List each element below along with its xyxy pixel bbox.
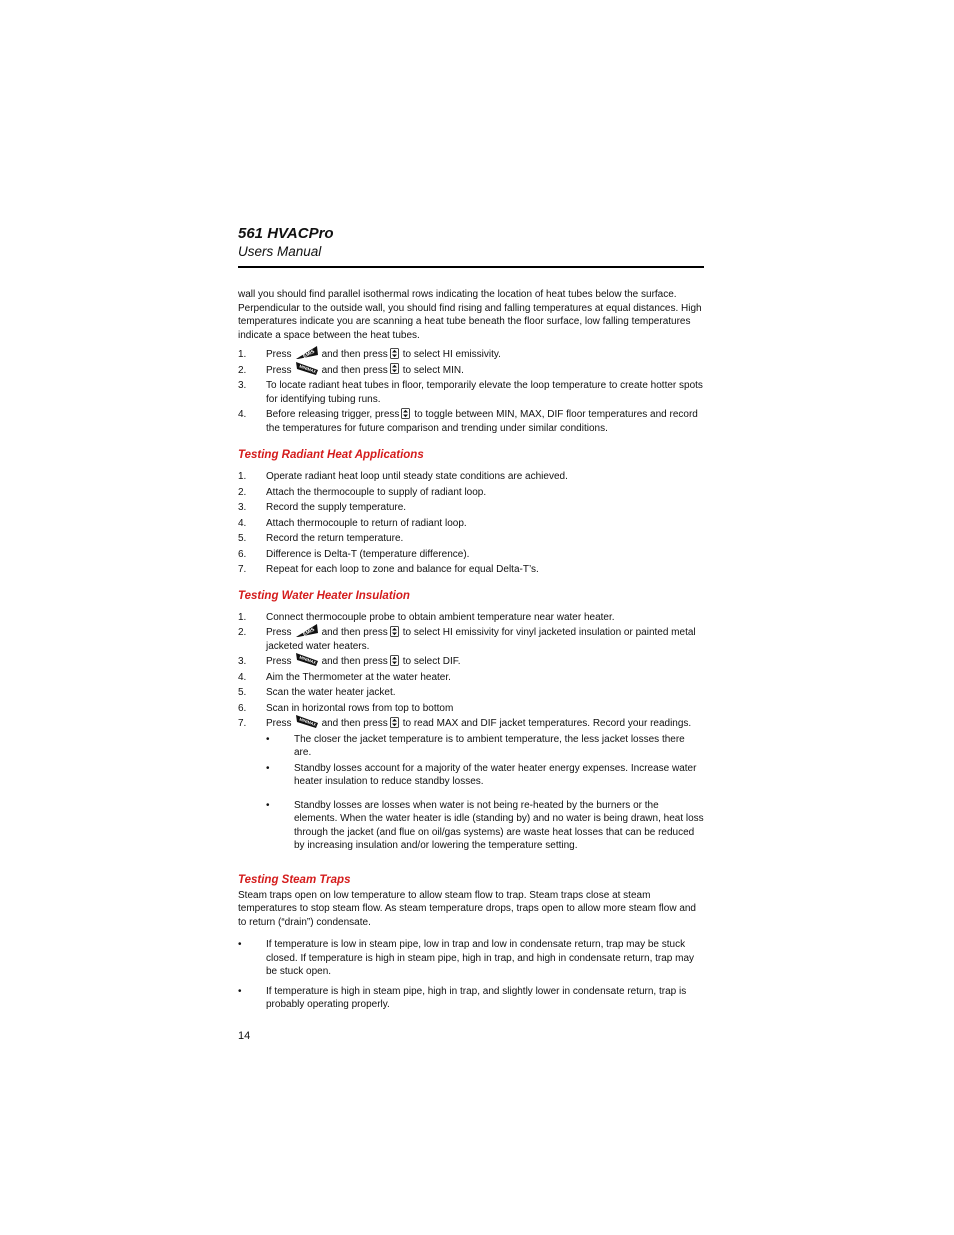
emis-key-icon xyxy=(295,345,319,360)
up-down-arrow-icon xyxy=(390,626,399,637)
bullet-text: Standby losses are losses when water is not being re-heated by the burners or the elements. When the water heater is idle (standing by) and no water is being drawn, heat loss through the jacket (and flue on oil/gas systems) are waste heat losses that can be reduced by increasing insulation and/or lowering the temperature setting. xyxy=(294,799,704,851)
list-item xyxy=(238,762,704,789)
list-item xyxy=(238,408,704,435)
list-number: 2. xyxy=(238,486,247,498)
radiant-heat-steps xyxy=(238,470,704,577)
list-number: 1. xyxy=(238,349,247,360)
step-text: Press xyxy=(266,627,292,638)
list-item xyxy=(238,517,704,531)
step-text: to select DIF. xyxy=(402,656,461,667)
up-down-arrow-icon xyxy=(401,408,410,419)
list-item xyxy=(238,686,704,700)
page-number: 14 xyxy=(238,1029,251,1042)
minmax-key-icon xyxy=(295,361,319,376)
bullet: • xyxy=(266,799,270,811)
list-item xyxy=(238,611,704,625)
intro-paragraph: wall you should find parallel isothermal rows indicating the location of heat tubes below the surface. Perpendicular to the outside wall, you should find rising and falling temperatures at equal distances. High temperatures indicate you are scanning a heat tube beneath the floor surface, low falling temperatures indicate a space between the heat tubes. xyxy=(238,289,702,341)
step-text: to select MIN. xyxy=(402,364,464,376)
list-item xyxy=(238,799,704,853)
step-text: Connect thermocouple probe to obtain ambient temperature near water heater. xyxy=(266,611,615,623)
radiant-floor-steps xyxy=(238,348,704,435)
list-number: 7. xyxy=(238,564,247,575)
list-number: 4. xyxy=(238,409,247,420)
list-item xyxy=(238,379,704,406)
list-item xyxy=(238,486,704,500)
bullet: • xyxy=(266,762,270,774)
step-text: Repeat for each loop to zone and balance for equal Delta-T’s. xyxy=(266,564,539,575)
list-item xyxy=(238,470,704,484)
list-number: 4. xyxy=(238,517,247,529)
step-text: To locate radiant heat tubes in floor, temporarily elevate the loop temperature to create hotter spots for identifying tubing runs. xyxy=(266,380,703,405)
list-number: 6. xyxy=(238,702,247,714)
step-text: to toggle between MIN, MAX, DIF floor temperatures and record the temperatures for future comparison and trending under similar conditions. xyxy=(266,409,698,434)
up-down-arrow-icon xyxy=(390,348,399,359)
steam-traps-paragraph: Steam traps open on low temperature to allow steam flow to trap. Steam traps close at steam temperatures to stop steam flow. As steam temperature drops, traps open to allow more steam flow and to return (“drain”) condensate. xyxy=(238,889,696,928)
bullet-text: If temperature is high in steam pipe, high in trap, and slightly lower in condensate return, trap is probably operating properly. xyxy=(266,985,687,1010)
step-text: and then press xyxy=(321,718,388,729)
step-text: Press xyxy=(266,718,292,729)
step-text: Before releasing trigger, press xyxy=(266,409,400,420)
step-text: to select HI emissivity. xyxy=(402,349,501,360)
water-heater-steps xyxy=(238,611,704,731)
step-text: and then press xyxy=(321,364,388,376)
step-text: Record the supply temperature. xyxy=(266,502,407,513)
list-number: 2. xyxy=(238,364,247,376)
manual-title: 561 HVACPro xyxy=(238,225,334,242)
step-text: and then press xyxy=(321,349,388,360)
step-text: to select HI emissivity for vinyl jacketed insulation or painted metal jacketed water heaters. xyxy=(266,627,696,652)
step-text: Record the return temperature. xyxy=(266,533,404,544)
list-number: 1. xyxy=(238,611,247,623)
list-number: 1. xyxy=(238,471,247,482)
step-text: Press xyxy=(266,349,292,360)
step-text: Attach the thermocouple to supply of radiant loop. xyxy=(266,486,487,498)
up-down-arrow-icon xyxy=(390,363,399,374)
step-text: Scan in horizontal rows from top to bottom xyxy=(266,702,454,714)
manual-page xyxy=(238,224,704,1043)
bullet-text: Standby losses account for a majority of the water heater energy expenses. Increase water heater insulation to reduce standby losses. xyxy=(294,762,697,787)
list-item xyxy=(238,548,704,562)
list-number: 5. xyxy=(238,533,247,544)
list-item xyxy=(238,985,704,1012)
steam-traps-heading: Testing Steam Traps xyxy=(238,873,351,886)
header-rule xyxy=(238,266,704,268)
bullet: • xyxy=(238,939,242,950)
step-text: Scan the water heater jacket. xyxy=(266,687,396,698)
list-number: 5. xyxy=(238,687,247,698)
bullet-text: The closer the jacket temperature is to ambient temperature, the less jacket losses there are. xyxy=(294,733,685,758)
step-text: Attach thermocouple to return of radiant loop. xyxy=(266,517,467,529)
step-text: and then press xyxy=(321,627,388,638)
list-item xyxy=(238,501,704,515)
step-text: Press xyxy=(266,656,292,667)
list-number: 3. xyxy=(238,380,247,391)
step-text: to read MAX and DIF jacket temperatures. Record your readings. xyxy=(402,718,692,729)
list-number: 6. xyxy=(238,548,247,560)
step-text: Difference is Delta-T (temperature difference). xyxy=(266,548,470,560)
manual-subtitle: Users Manual xyxy=(238,244,322,259)
step-text: and then press xyxy=(321,656,388,667)
list-number: 4. xyxy=(238,671,247,683)
list-item xyxy=(238,563,704,577)
step-text: Aim the Thermometer at the water heater. xyxy=(266,671,451,683)
list-item xyxy=(238,938,704,979)
list-item xyxy=(238,348,704,362)
steam-traps-notes xyxy=(238,938,704,1012)
water-heater-heading: Testing Water Heater Insulation xyxy=(238,589,410,602)
list-item xyxy=(238,626,704,653)
list-number: 7. xyxy=(238,718,247,729)
list-item xyxy=(238,702,704,716)
minmax-key-icon xyxy=(295,714,319,729)
step-text: Operate radiant heat loop until steady state conditions are achieved. xyxy=(266,471,568,482)
step-text: Press xyxy=(266,364,292,376)
up-down-arrow-icon xyxy=(390,655,399,666)
list-item xyxy=(238,532,704,546)
list-item xyxy=(238,671,704,685)
bullet: • xyxy=(238,985,242,997)
list-item xyxy=(238,364,704,378)
water-heater-notes xyxy=(238,733,704,853)
minmax-key-icon xyxy=(295,652,319,667)
bullet-text: If temperature is low in steam pipe, low in trap and low in condensate return, trap may be stuck closed. If temperature is high in steam pipe, high in trap, and high in condensate return, trap may be stuck open. xyxy=(266,939,695,977)
list-item xyxy=(238,717,704,731)
bullet: • xyxy=(266,733,270,745)
list-number: 3. xyxy=(238,656,247,667)
up-down-arrow-icon xyxy=(390,717,399,728)
list-item xyxy=(238,733,704,760)
list-number: 3. xyxy=(238,502,247,513)
radiant-heat-heading: Testing Radiant Heat Applications xyxy=(238,449,424,461)
list-item xyxy=(238,655,704,669)
emis-key-icon xyxy=(295,623,319,638)
list-number: 2. xyxy=(238,627,247,638)
